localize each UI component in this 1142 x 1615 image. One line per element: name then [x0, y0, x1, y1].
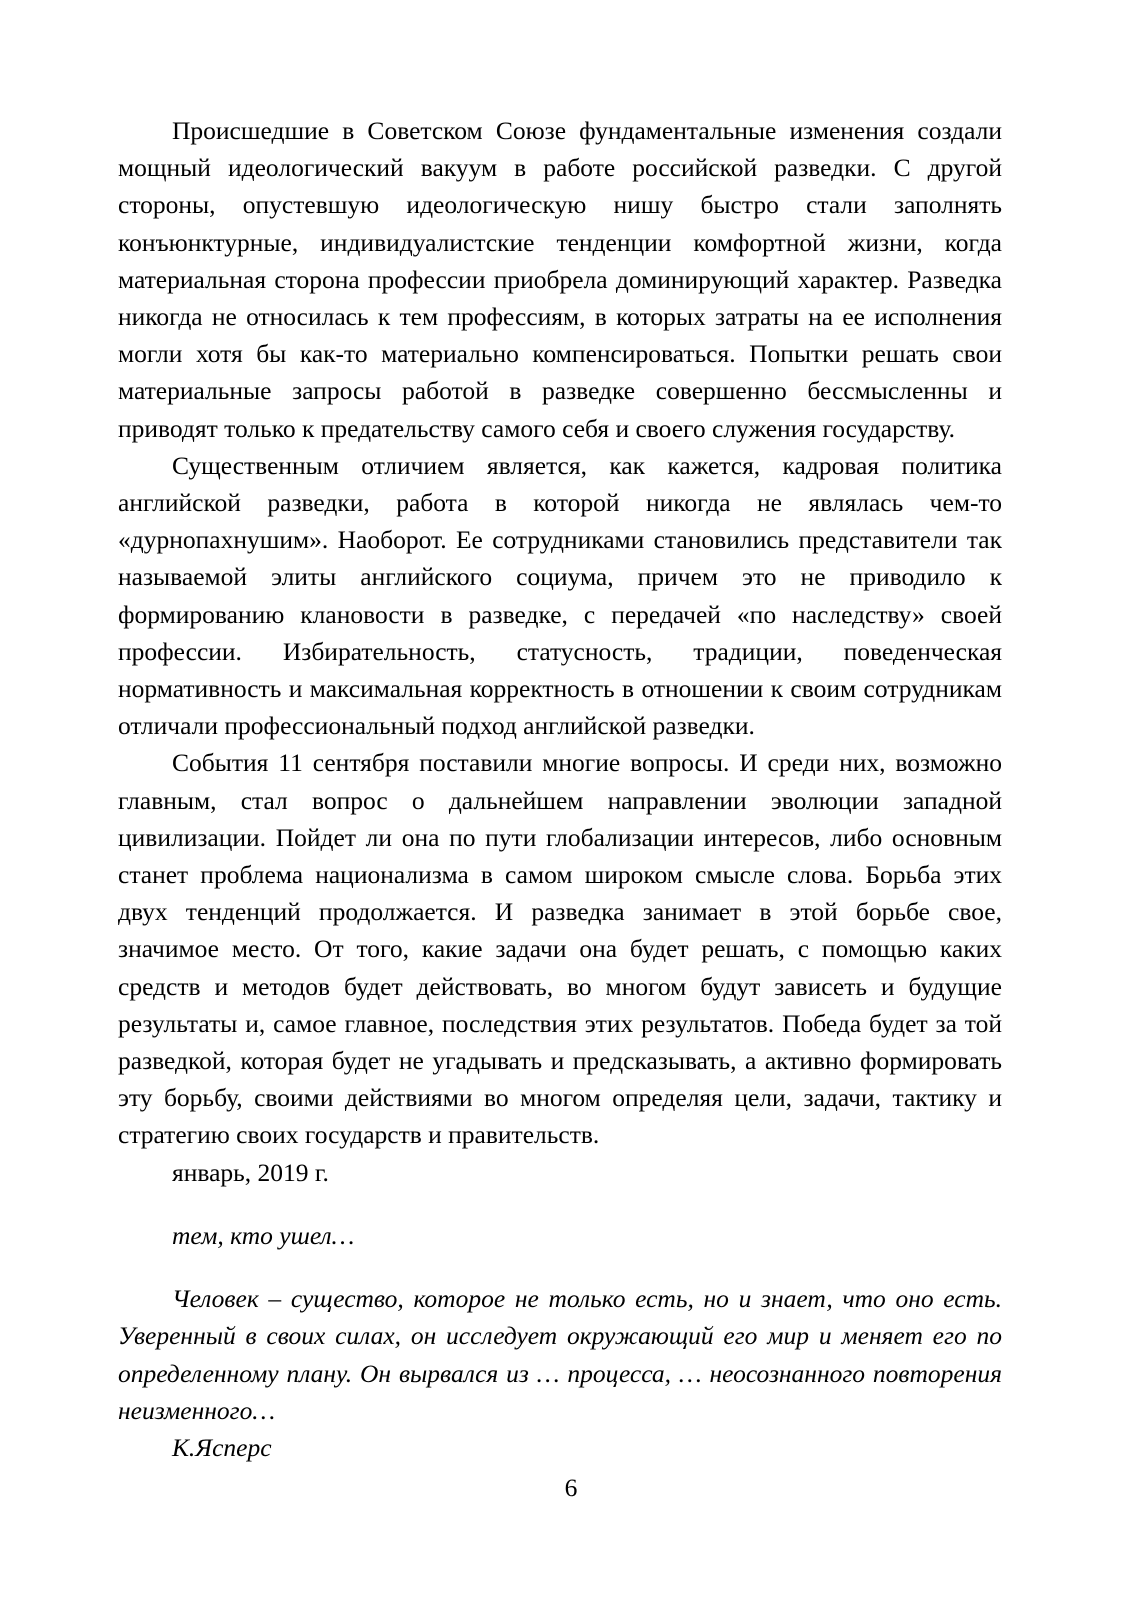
- page-number: 6: [564, 1473, 578, 1502]
- epigraph-block: [118, 1254, 1002, 1466]
- date-line: январь, 2019 г.: [172, 1157, 329, 1187]
- page-text-block: [118, 112, 1002, 1466]
- body-paragraph-1: Происшедшие в Советском Союзе фундаментальные изменения создали мощный идеологический вакуум в работе российской разведки. С другой стороны, опустевшую идеологическую нишу быстро стали заполнять конъюнктурные, индивидуалистские тенденции комфортной жизни, когда материальная сторона профессии приобрела доминирующий характер. Разведка никогда не относилась к тем профессиям, в которых затраты на ее исполнения могли хотя бы как-то материально компенсироваться. Попытки решать свои материальные запросы работой в разведке совершенно бессмысленны и приводят только к предательству самого себя и своего служения государству.: [118, 116, 1002, 443]
- dedication-line: тем, кто ушел…: [172, 1220, 355, 1250]
- epigraph-text: Человек – существо, которое не только есть, но и знает, что оно есть. Уверенный в своих силах, он исследует окружающий его мир и меняет его по определенному плану. Он вырвался из … процесса, … неосознанного повторения неизменного…: [118, 1284, 1002, 1425]
- epigraph-attribution: К.Ясперс: [172, 1432, 272, 1462]
- body-paragraph-3: События 11 сентября поставили многие вопросы. И среди них, возможно главным, стал вопрос о дальнейшем направлении эволюции западной цивилизации. Пойдет ли она по пути глобализации интересов, либо основным станет проблема национализма в самом широком смысле слова. Борьба этих двух тенденций продолжается. И разведка занимает в этой борьбе свое, значимое место. От того, какие задачи она будет решать, с помощью каких средств и методов будет действовать, во многом будут зависеть и будущие результаты и, самое главное, последствия этих результатов. Победа будет за той разведкой, которая будет не угадывать и предсказывать, а активно формировать эту борьбу, своими действиями во многом определяя цели, задачи, тактику и стратегию своих государств и правительств.: [118, 748, 1002, 1150]
- body-paragraph-2: Существенным отличием является, как кажется, кадровая политика английской разведки, работа в которой никогда не являлась чем-то «дурнопахнушим». Наоборот. Ее сотрудниками становились представители так называемой элиты английского социума, причем это не приводило к формированию клановости в разведке, с передачей «по наследству» своей профессии. Избирательность, статусность, традиции, поведенческая нормативность и максимальная корректность в отношении к своим сотрудникам отличали профессиональный подход английской разведки.: [118, 450, 1002, 741]
